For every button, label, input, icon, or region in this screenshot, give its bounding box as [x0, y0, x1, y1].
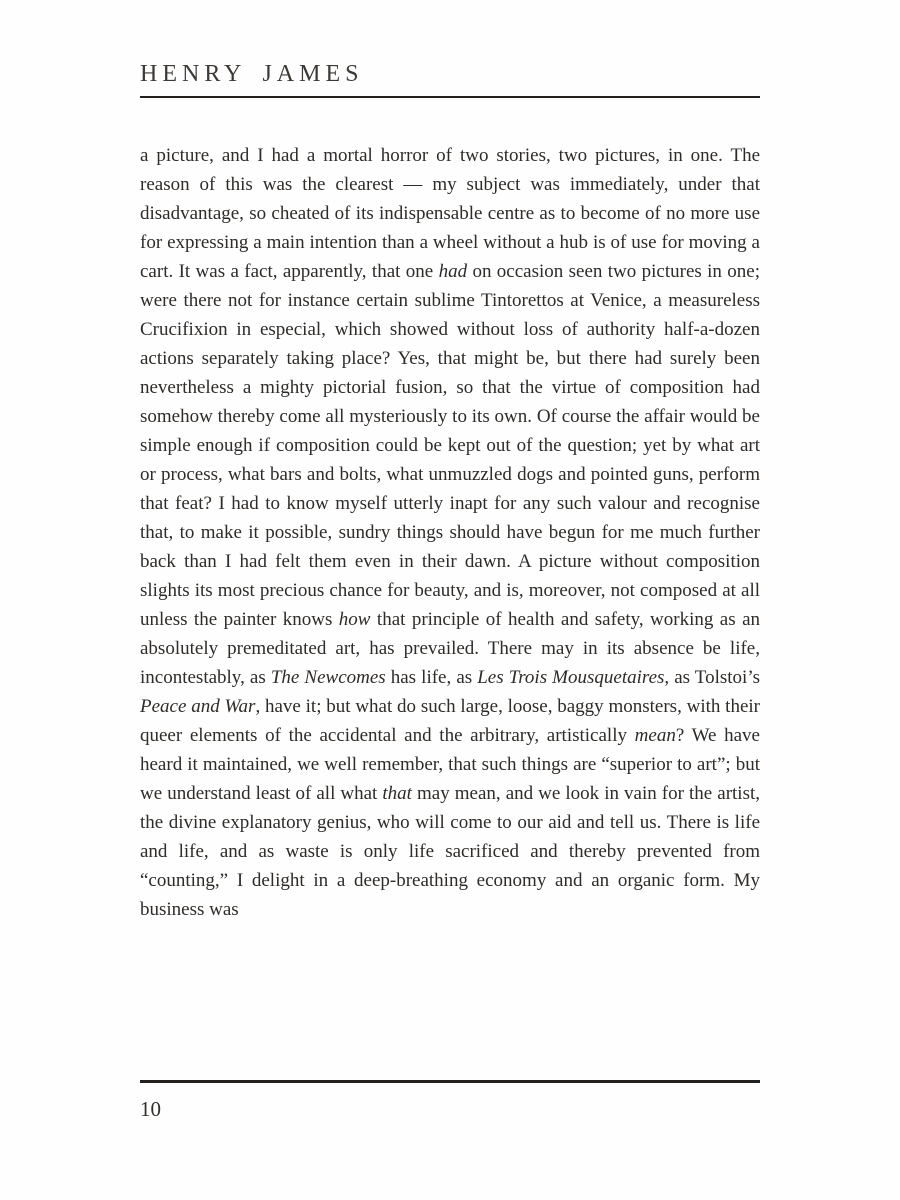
page-number: 10 — [140, 1097, 161, 1121]
italic-text: Les Trois Mousquetaires — [477, 667, 665, 688]
plain-text: on occasion seen two pictures in one; were there not for instance certain sublime Tintorettos at Venice, a measureless Crucifixion in especial, which showed without loss of authority half-a-dozen actions separately taking place? Yes, that might be, but there had surely been nevertheless a mighty pictorial fusion, so that the virtue of composition had somehow thereby come all mysteriously to its own. Of course the affair would be simple enough if composition could be kept out of the question; yet by what art or process, what bars and bolts, what unmuzzled dogs and pointed guns, perform that feat? I had to know myself utterly inapt for any such valour and recognise that, to make it possible, sundry things should have begun for me much further back than I had felt them even in their dawn. A picture without composition slights its most precious chance for beauty, and is, moreover, not composed at all unless the painter knows — [140, 261, 760, 630]
italic-text: that — [382, 783, 412, 804]
italic-text: had — [438, 261, 468, 282]
running-header — [140, 60, 760, 98]
plain-text: , have it; but what do such large, loose, baggy monsters, with their queer elements of the accidental and the arbitrary, artistically — [140, 696, 760, 746]
plain-text: ? We have heard it maintained, we well remember, that such things are “superior to art”; but we understand least of all what — [140, 725, 760, 804]
plain-text: , as Tolstoi’s — [664, 667, 760, 688]
italic-text: mean — [634, 725, 676, 746]
header-rule — [140, 96, 760, 98]
plain-text: has life, as — [385, 667, 478, 688]
italic-text: how — [338, 609, 371, 630]
header-author-name: HENRY JAMES — [140, 61, 364, 87]
plain-text: may mean, and we look in vain for the artist, the divine explanatory genius, who will come to our aid and tell us. There is life and life, and as waste is only life sacrificed and thereby prevented from “counting,” I delight in a deep-breathing economy and an organic form. My business was — [140, 783, 761, 920]
italic-text: The Newcomes — [270, 667, 386, 688]
italic-text: Peace and War — [140, 696, 256, 717]
plain-text: a picture, and I had a mortal horror of two stories, two pictures, in one. The reason of this was the clearest — my subject was immediately, under that disadvantage, so cheated of its indispensable centre as to become of no more use for expressing a main intention than a wheel without a hub is of use for moving a cart. It was a fact, apparently, that one — [140, 145, 760, 282]
body-paragraph — [140, 141, 760, 924]
page-body — [140, 141, 760, 924]
footer-rule — [140, 1080, 760, 1083]
plain-text: that principle of health and safety, working as an absolutely premeditated art, has prevailed. There may in its absence be life, incontestably, as — [140, 609, 760, 688]
page-footer — [140, 1080, 760, 1122]
